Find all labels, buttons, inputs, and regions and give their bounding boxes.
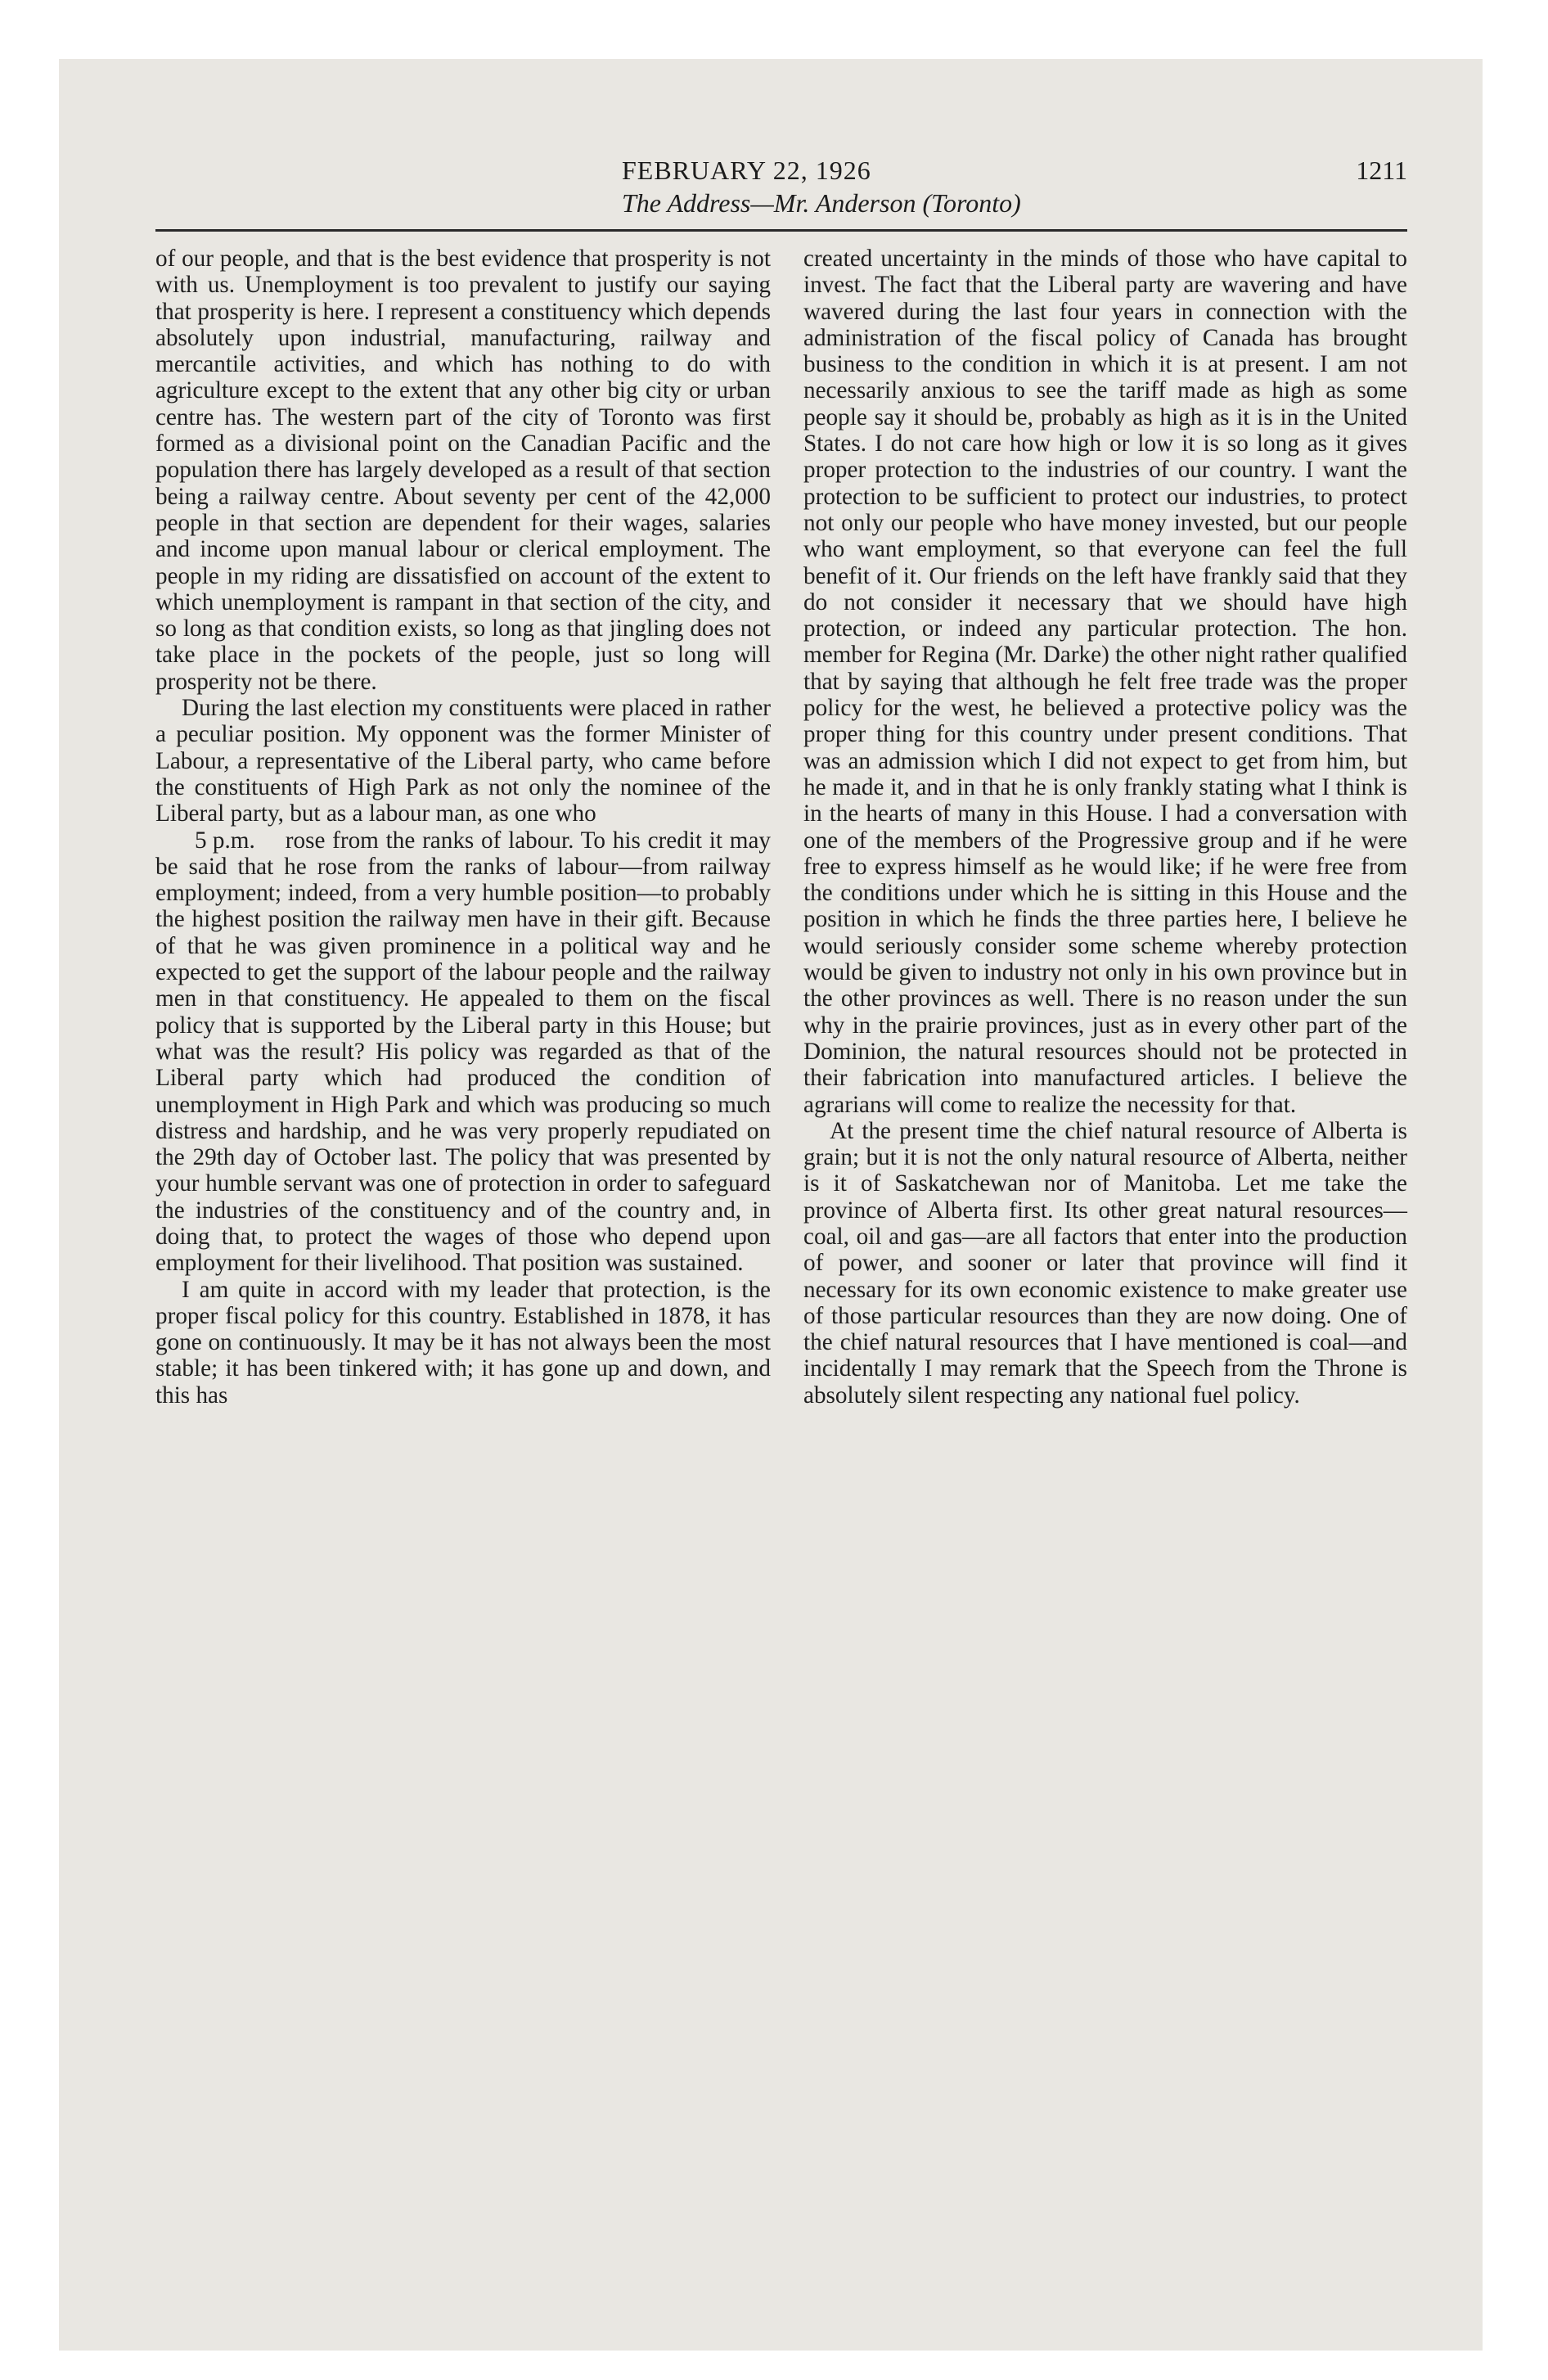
left-column xyxy=(155,246,771,2144)
running-head: The Address—Mr. Anderson (Toronto) xyxy=(622,188,1021,218)
paragraph: of our people, and that is the best evidence that prosperity is not with us. Unemployment is too prevalent to justify our saying that prosperity is here. I represent a constituency which depends absolutely upon industrial, manufacturing, railway and mercantile activities, and which has nothing to do with agriculture except to the extent that any other big city or urban centre has. The western part of the city of Toronto was first formed as a divisional point on the Canadian Pacific and the population there has largely developed as a result of that section being a railway centre. About seventy per cent of the 42,000 people in that section are dependent for their wages, salaries and income upon manual labour or clerical employment. The people in my riding are dissatisfied on account of the extent to which unemployment is rampant in that section of the city, and so long as that condition exists, so long as that jingling does not take place in the pockets of the people, just so long will prosperity not be there. xyxy=(155,246,771,695)
page-number: 1211 xyxy=(1356,156,1407,185)
paragraph: created uncertainty in the minds of those who have capital to invest. The fact that the Liberal party are wavering and have wavered during the last four years in connection with the administration of the fiscal policy of Canada has brought business to the condition in which it is at present. I am not necessarily anxious to see the tariff made as high as some people say it should be, probably as high as it is in the United States. I do not care how high or low it is so long as it gives proper protection to the industries of our country. I want the protection to be sufficient to protect our industries, to protect not only our people who have money invested, but our people who want employment, so that everyone can feel the full benefit of it. Our friends on the left have frankly said that they do not consider it necessary that we should have high protection, or indeed any particular protection. The hon. member for Regina (Mr. Darke) the other night rather qualified that by saying that although he felt free trade was the proper policy for the west, he believed a protective policy was the proper thing for this country under present conditions. That was an admission which I did not expect to get from him, but he made it, and in that he is only frankly stating what I think is in the hearts of many in this House. I had a conversation with one of the members of the Progressive group and if he were free to express himself as he would like; if he were free from the conditions under which he is sitting in this House and the position in which he finds the three parties here, I believe he would seriously consider some scheme whereby protection would be given to industry not only in his own province but in the other provinces as well. There is no reason under the sun why in the prairie provinces, just as in every other part of the Dominion, the natural resources should not be protected in their fabrication into manufactured articles. I believe the agrarians will come to realize the necessity for that. xyxy=(803,246,1407,1118)
paragraph: At the present time the chief natural resource of Alberta is grain; but it is not the only natural resource of Alberta, neither is it of Saskatchewan nor of Manitoba. Let me take the province of Alberta first. Its other great natural resources—coal, oil and gas—are all factors that enter into the production of power, and sooner or later that province will find it necessary for its own economic existence to make greater use of those particular resources than they are now doing. One of the chief natural resources that I have mentioned is coal—and incidentally I may remark that the Speech from the Throne is absolutely silent respecting any national fuel policy. xyxy=(803,1117,1407,1409)
page-date: FEBRUARY 22, 1926 xyxy=(622,156,871,185)
paragraph-text: During the last election my constituents were placed in rather a peculiar position. My opponent was the former Minister of Labour, a representative of the Liberal party, who came before the constituents of High Park as not only the nominee of the Liberal party, but as a labour man, as one who xyxy=(155,695,771,827)
right-column xyxy=(803,246,1407,2144)
time-marker: 5 p.m. xyxy=(195,827,255,854)
page-header xyxy=(155,156,1407,226)
header-rule xyxy=(155,229,1407,232)
paragraph: I am quite in accord with my leader that protection, is the proper fiscal policy for this country. Established in 1878, it has gone on continuously. It may be it has not always been the most stable; it has been tinkered with; it has gone up and down, and this has xyxy=(155,1276,771,1409)
paragraph xyxy=(155,695,771,1277)
paragraph-text: rose from the ranks of labour. To his credit it may be said that he rose from the ranks of labour—from railway employment; indeed, from a very humble position—to probably the highest position the railway men have in their gift. Because of that he was given prominence in a political way and he expected to get the support of the labour people and the railway men in that constituency. He appealed to them on the fiscal policy that is supported by the Liberal party in this House; but what was the result? His policy was regarded as that of the Liberal party which had produced the condition of unemployment in High Park and which was producing so much distress and hardship, and he was very properly repudiated on the 29th day of October last. The policy that was presented by your humble servant was one of protection in order to safeguard the industries of the constituency and of the country and, in doing that, to protect the wages of those who depend upon employment for their livelihood. That position was sustained. xyxy=(155,827,771,1277)
